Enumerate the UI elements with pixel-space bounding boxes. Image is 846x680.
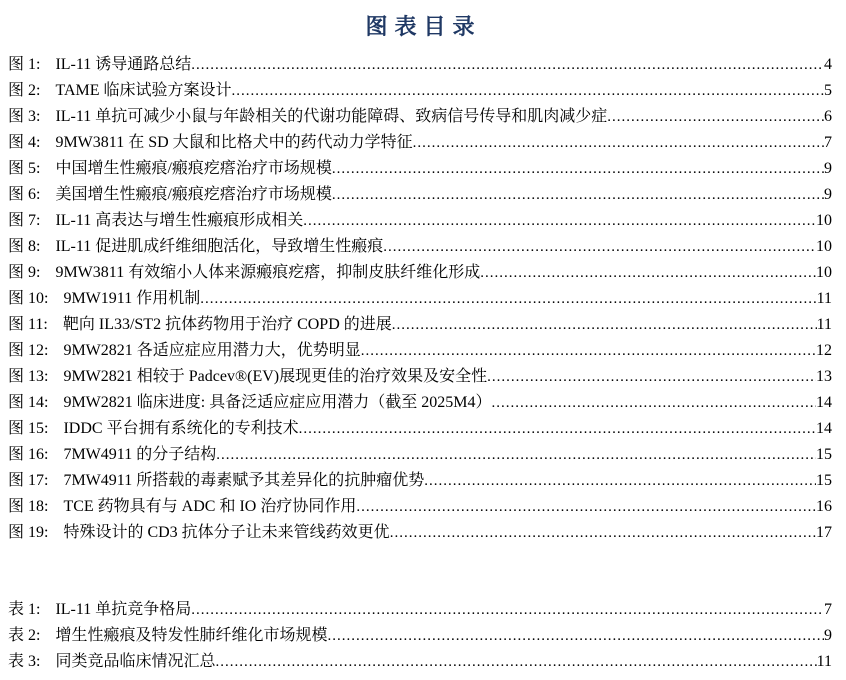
figure-entry-page-number: 11 <box>816 316 832 333</box>
dot-leader <box>332 156 824 182</box>
figure-entry-title: IL-11 高表达与增生性瘢痕形成相关 <box>55 212 304 229</box>
dot-leader <box>383 234 816 260</box>
figure-entry <box>8 52 832 78</box>
figure-entry-page-number: 17 <box>816 524 832 541</box>
figure-entry-page-number: 13 <box>816 368 832 385</box>
figure-entry-title: IL-11 诱导通路总结 <box>55 56 192 73</box>
figure-entry-page-number: 11 <box>816 290 832 307</box>
dot-leader <box>299 416 816 442</box>
figure-entry <box>8 494 832 520</box>
figure-entry-title: 9MW2821 相较于 Padcev®(EV)展现更佳的治疗效果及安全性 <box>63 368 488 385</box>
figure-entry <box>8 520 832 546</box>
dot-leader <box>413 130 824 156</box>
figure-entry-page-number: 5 <box>824 82 832 99</box>
table-entry-title: 同类竞品临床情况汇总 <box>55 653 216 670</box>
dot-leader <box>200 286 816 312</box>
figure-entry-title: 9MW3811 在 SD 大鼠和比格犬中的药代动力学特征 <box>55 134 413 151</box>
dot-leader <box>332 182 824 208</box>
table-entry <box>8 649 832 675</box>
table-entry <box>8 623 832 649</box>
table-entry-page-number: 7 <box>824 601 832 618</box>
figure-entry <box>8 156 832 182</box>
figure-entry-label: 图 4: <box>8 134 41 151</box>
figure-entry-title: TAME 临床试验方案设计 <box>55 82 232 99</box>
figure-entry-label: 图 13: <box>8 368 49 385</box>
figure-entry-label: 图 2: <box>8 82 41 99</box>
figure-entry-title: 特殊设计的 CD3 抗体分子让未来管线药效更优 <box>63 524 390 541</box>
dot-leader <box>607 104 824 130</box>
figure-entry <box>8 104 832 130</box>
table-entry-label: 表 1: <box>8 601 41 618</box>
dot-leader <box>390 520 816 546</box>
figure-entry-page-number: 15 <box>816 446 832 463</box>
figure-entry-title: 9MW2821 各适应症应用潜力大，优势明显 <box>63 342 361 359</box>
figure-entry <box>8 416 832 442</box>
figure-entry-label: 图 9: <box>8 264 41 281</box>
figure-entry-page-number: 14 <box>816 394 832 411</box>
figure-entry-label: 图 15: <box>8 420 49 437</box>
figure-entry-title: 9MW3811 有效缩小人体来源瘢痕疙瘩，抑制皮肤纤维化形成 <box>55 264 481 281</box>
figure-entry-page-number: 9 <box>824 186 832 203</box>
figure-entry-title: IL-11 促进肌成纤维细胞活化，导致增生性瘢痕 <box>55 238 384 255</box>
figure-entry-label: 图 6: <box>8 186 41 203</box>
figure-entry <box>8 130 832 156</box>
dot-leader <box>392 312 817 338</box>
figure-entry <box>8 208 832 234</box>
figure-entry-title: 美国增生性瘢痕/瘢痕疙瘩治疗市场规模 <box>55 186 332 203</box>
dot-leader <box>356 494 816 520</box>
figure-entry-title: 7MW4911 所搭载的毒素赋予其差异化的抗肿瘤优势 <box>63 472 425 489</box>
dot-leader <box>216 442 816 468</box>
table-entry-page-number: 9 <box>824 627 832 644</box>
figure-entry-page-number: 10 <box>816 264 832 281</box>
figure-entry-label: 图 11: <box>8 316 48 333</box>
figure-entry <box>8 260 832 286</box>
table-entry <box>8 597 832 623</box>
dot-leader <box>487 364 816 390</box>
dot-leader <box>327 623 824 649</box>
figure-entry-page-number: 7 <box>824 134 832 151</box>
figure-entry-title: 7MW4911 的分子结构 <box>63 446 217 463</box>
dot-leader <box>232 78 824 104</box>
figure-entry <box>8 234 832 260</box>
figure-entry-page-number: 14 <box>816 420 832 437</box>
figure-entry <box>8 286 832 312</box>
dot-leader <box>491 390 816 416</box>
figure-entry-label: 图 1: <box>8 56 41 73</box>
table-entry-page-number: 11 <box>816 653 832 670</box>
figure-entry-label: 图 16: <box>8 446 49 463</box>
figure-entry <box>8 78 832 104</box>
figure-entry <box>8 338 832 364</box>
figure-entry-label: 图 19: <box>8 524 49 541</box>
figure-entry-label: 图 8: <box>8 238 41 255</box>
figure-entry-page-number: 9 <box>824 160 832 177</box>
dot-leader <box>480 260 816 286</box>
figure-entry-page-number: 15 <box>816 472 832 489</box>
figure-entry <box>8 390 832 416</box>
figure-entry <box>8 442 832 468</box>
figure-entry-page-number: 6 <box>824 108 832 125</box>
table-entry-label: 表 2: <box>8 627 41 644</box>
figure-entry-page-number: 10 <box>816 238 832 255</box>
figure-entry-label: 图 5: <box>8 160 41 177</box>
figure-entry-title: 靶向 IL33/ST2 抗体药物用于治疗 COPD 的进展 <box>62 316 392 333</box>
figure-entry-label: 图 10: <box>8 290 49 307</box>
page-title: 图表目录 <box>365 14 482 39</box>
figure-entry-label: 图 12: <box>8 342 49 359</box>
figure-entry-label: 图 14: <box>8 394 49 411</box>
dot-leader <box>303 208 816 234</box>
dot-leader <box>361 338 816 364</box>
figure-entry-title: IDDC 平台拥有系统化的专利技术 <box>63 420 299 437</box>
table-entry-label: 表 3: <box>8 653 41 670</box>
dot-leader <box>215 649 816 675</box>
figure-entry <box>8 312 832 338</box>
figure-entry <box>8 364 832 390</box>
figure-entry-page-number: 12 <box>816 342 832 359</box>
figure-entry-title: 中国增生性瘢痕/瘢痕疙瘩治疗市场规模 <box>55 160 332 177</box>
figure-entry-label: 图 18: <box>8 498 49 515</box>
table-entry-title: 增生性瘢痕及特发性肺纤维化市场规模 <box>55 627 328 644</box>
figure-entry-label: 图 3: <box>8 108 41 125</box>
figure-entry-title: TCE 药物具有与 ADC 和 IO 治疗协同作用 <box>63 498 357 515</box>
figure-entry-page-number: 10 <box>816 212 832 229</box>
figure-entry-label: 图 7: <box>8 212 41 229</box>
figure-entry <box>8 468 832 494</box>
table-entry-title: IL-11 单抗竞争格局 <box>55 601 192 618</box>
figure-entry-title: IL-11 单抗可减少小鼠与年龄相关的代谢功能障碍、致病信号传导和肌肉减少症 <box>55 108 608 125</box>
tables-list <box>8 597 832 675</box>
figures-list <box>8 52 832 546</box>
dot-leader <box>424 468 816 494</box>
figure-entry-title: 9MW1911 作用机制 <box>63 290 201 307</box>
dot-leader <box>191 597 824 623</box>
dot-leader <box>191 52 824 78</box>
figure-entry-page-number: 16 <box>816 498 832 515</box>
figure-entry <box>8 182 832 208</box>
figure-entry-page-number: 4 <box>824 56 832 73</box>
figure-entry-title: 9MW2821 临床进度: 具备泛适应症应用潜力（截至 2025M4） <box>63 394 492 411</box>
figure-entry-label: 图 17: <box>8 472 49 489</box>
